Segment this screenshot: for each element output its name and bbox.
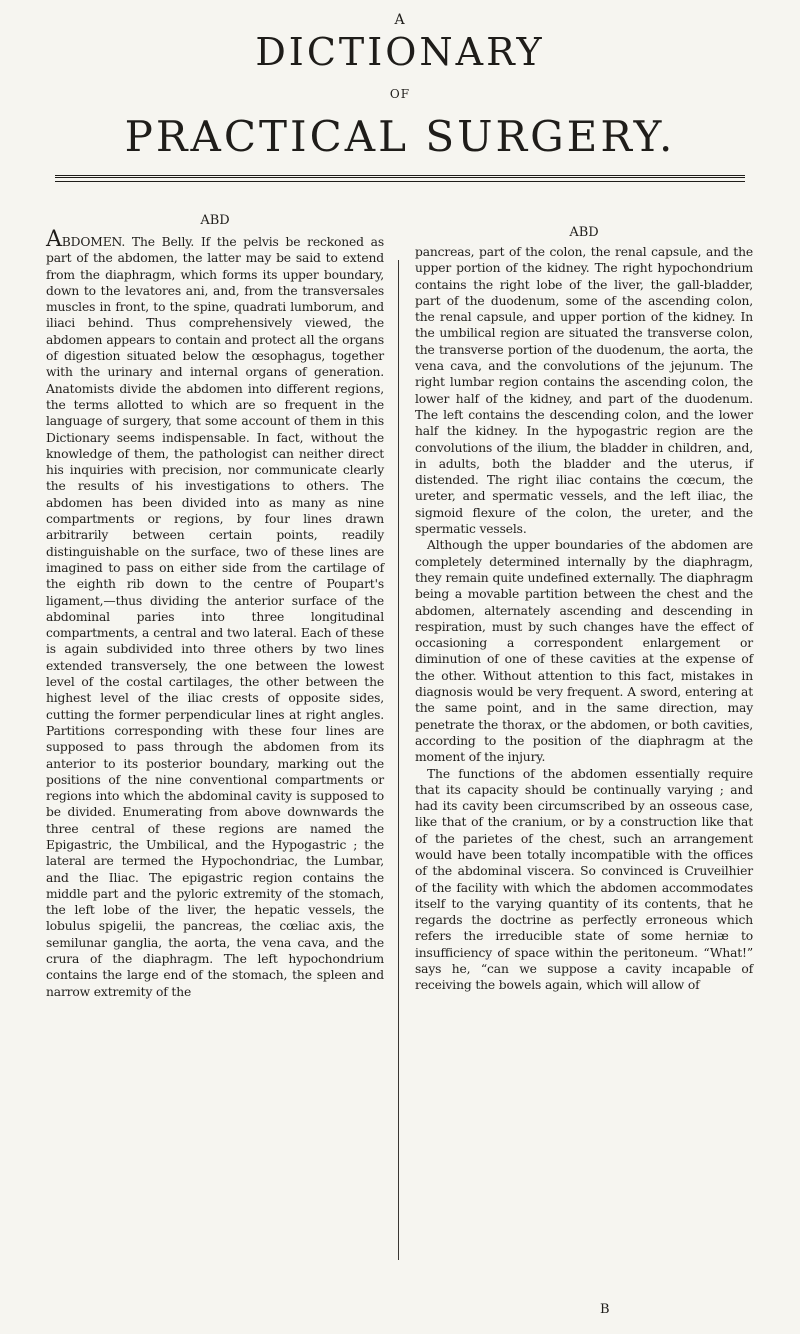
column-divider — [398, 260, 399, 1260]
right-paragraph-1: pancreas, part of the colon, the renal capsule, and the upper portion of the kidney. The right hypochondrium contains the right lobe of the liver, the gall-bladder, part of the duodenum, some of the ascending colon, the renal capsule, and upper portion of the kidney. In the umbilical region are situated the transverse colon, the transverse portion of the duodenum, the aorta, the vena cava, and the convolutions of the jejunum. The right lumbar region contains the ascending colon, the lower half of the kidney, and part of the duodenum. The left contains the descending colon, and the lower half the kidney. In the hypogastric region are the convolutions of the ilium, the bladder in children, and, in adults, both the bladder and the uterus, if distended. The right iliac contains the cœcum, the ureter, and spermatic vessels, and the left iliac, the sigmoid flexure of the colon, the ureter, and the spermatic vessels. — [415, 245, 753, 537]
title-rule-thin — [55, 181, 745, 182]
left-paragraph-1 — [46, 227, 384, 1000]
page-subtitle: PRACTICAL SURGERY. — [124, 112, 676, 161]
title-rule — [55, 175, 745, 178]
left-column — [46, 213, 384, 1000]
right-paragraph-2: Although the upper boundaries of the abdomen are completely determined internally by the diaphragm, they remain quite undefined externally. The diaphragm being a movable partition between the chest and the abdomen, alternately ascending and descending in respiration, must by such changes have the effect of occasioning a correspondent enlargement or diminution of one of these cavities at the expense of the other. Without attention to this fact, mistakes in diagnosis would be very frequent. A sword, entering at the same point, and in the same direction, may penetrate the thorax, or the abdomen, or both cavities, according to the position of the diaphragm at the moment of the injury. — [415, 538, 753, 765]
entry-headword: BDOMEN. — [61, 235, 126, 249]
left-paragraph-1-text: The Belly. If the pelvis be reckoned as part of the abdomen, the latter may be said to extend from the diaphragm, which forms its upper boundary, down to the levatores ani, and, from the transversales muscles in front, to the spine, quadrati lumborum, and iliaci behind. Thus comprehensively viewed, the abdomen appears to contain and protect all the organs of digestion situated below the œsophagus, together with the urinary and internal organs of generation. Anatomists divide the abdomen into different regions, the terms allotted to which are so frequent in the language of surgery, that some account of them in this Dictionary seems indispensable. In fact, without the knowledge of them, the pathologist can neither direct his inquiries with precision, nor communicate clearly the results of his investigations to others. The abdomen has been divided into as many as nine compartments or regions, by four lines drawn arbitrarily between certain points, readily distinguishable on the surface, two of these lines are imagined to pass on either side from the cartilage of the eighth rib down to the centre of Poupart's ligament,—thus dividing the anterior surface of the abdominal paries into three longitudinal compartments, a central and two lateral. Each of these is again subdivided into three others by two lines extended transversely, the one between the lowest level of the costal cartilages, the other between the highest level of the iliac crests of opposite sides, cutting the former perpendicular lines at right angles. Partitions corresponding with these four lines are supposed to pass through the abdomen from its anterior to its posterior boundary, marking out the positions of the nine conventional compartments or regions into which the abdominal cavity is supposed to be divided. Enumerating from above downwards the three central of these regions are named the Epigastric, the Umbilical, and the Hypogastric ; the lateral are termed the Hypochondriac, the Lumbar, and the Iliac. The epigastric region contains the middle part and the pyloric extremity of the stomach, the left lobe of the liver, the hepatic vessels, the lobulus spigelii, the pancreas, the cœliac axis, the semilunar ganglia, the aorta, the vena cava, and the crura of the diaphragm. The left hypochondrium contains the large end of the stomach, the spleen and narrow extremity of the — [46, 235, 384, 999]
title-article: A — [394, 12, 406, 28]
page-title: DICTIONARY — [255, 30, 545, 74]
left-running-head: ABD — [200, 213, 230, 228]
title-of: OF — [389, 87, 411, 101]
drop-cap: A — [46, 227, 62, 252]
signature-mark: B — [600, 1302, 610, 1317]
right-paragraph-3: The functions of the abdomen essentially require that its capacity should be continually varying ; and had its cavity been circumscribed by an osseous case, like that of the cranium, or by a construction like that of the parietes of the chest, such an arrangement would have been totally incompatible with the offices of the abdominal viscera. So convinced is Cruveilhier of the facility with which the abdomen accommodates itself to the varying quantity of its contents, that he regards the doctrine as perfectly erroneous which refers the irreducible state of some herniæ to insufficiency of space within the peritoneum. “What!” says he, “can we suppose a cavity incapable of receiving the bowels again, which will allow of — [415, 766, 753, 993]
right-column — [415, 213, 753, 994]
right-running-head: ABD — [569, 225, 599, 240]
